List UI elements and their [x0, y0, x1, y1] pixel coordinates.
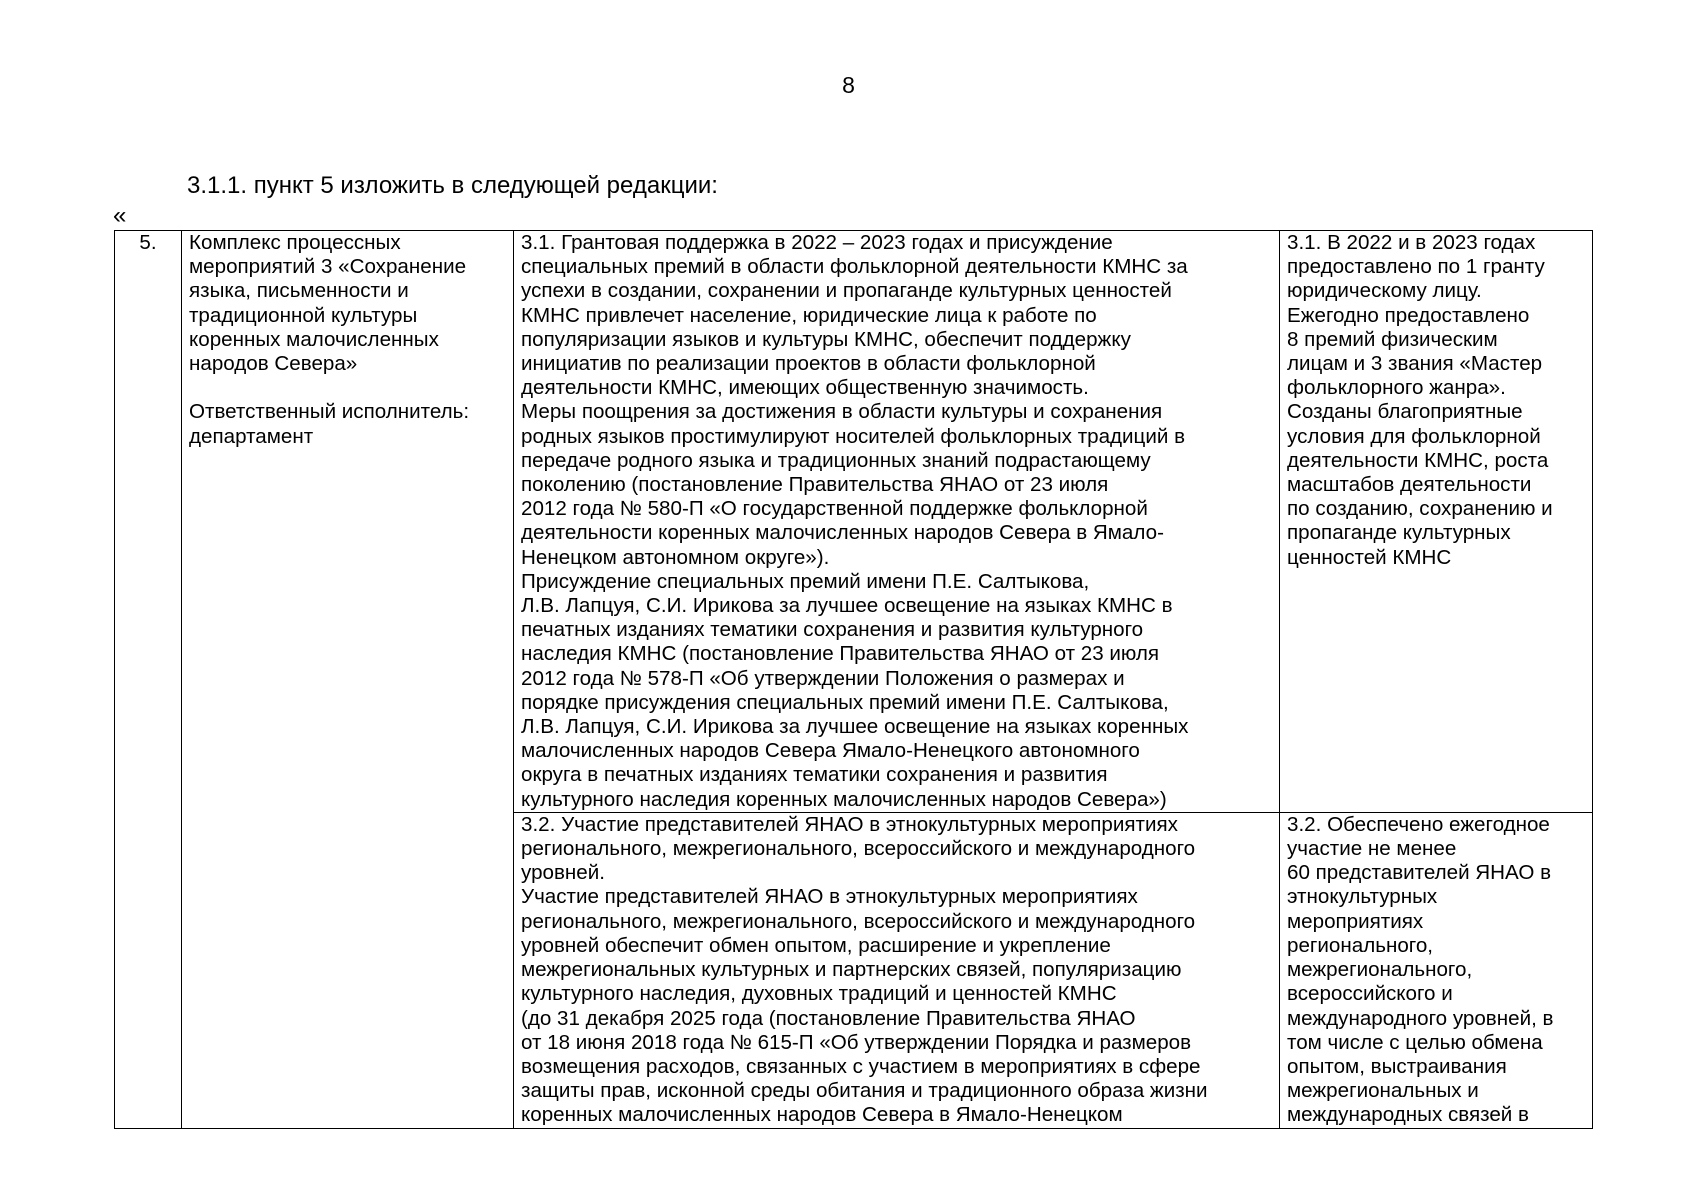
text-line: международных связей в [1287, 1103, 1529, 1127]
text-line: Меры поощрения за достижения в области культуры и сохранения [521, 400, 1163, 424]
text-line: Л.В. Лапцуя, С.И. Ирикова за лучшее освещение на языках коренных [521, 715, 1189, 739]
text-line: деятельности КМНС, имеющих общественную значимость. [521, 376, 1089, 400]
text-line: уровней. [521, 861, 605, 885]
text-line: печатных изданиях тематики сохранения и развития культурного [521, 618, 1144, 642]
text-line: по созданию, сохранению и [1287, 497, 1553, 521]
row-number: 5. [139, 231, 157, 254]
text-line: Созданы благоприятные [1287, 400, 1523, 424]
text-line: масштабов деятельности [1287, 473, 1532, 497]
text-line: культурного наследия, духовных традиций и ценностей КМНС [521, 982, 1117, 1006]
text-line: Присуждение специальных премий имени П.Е. Салтыкова, [521, 569, 1090, 593]
text-line: международного уровней, в [1287, 1006, 1554, 1030]
text-line: ценностей КМНС [1287, 545, 1452, 569]
text-line: всероссийского и [1287, 982, 1453, 1006]
text-line: Ненецком автономном округе»). [521, 545, 830, 569]
text-line: 3.2. Участие представителей ЯНАО в этнокультурных мероприятиях [521, 812, 1178, 836]
text-line: инициатив по реализации проектов в области фольклорной [521, 352, 1096, 376]
text-line: регионального, [1287, 933, 1434, 957]
text-line: от 18 июня 2018 года № 615-П «Об утверждении Порядка и размеров [521, 1030, 1192, 1054]
text-line: возмещения расходов, связанных с участием в мероприятиях в сфере [521, 1054, 1201, 1078]
text-line: Участие представителей ЯНАО в этнокультурных мероприятиях [521, 885, 1138, 909]
text-line: малочисленных народов Севера Ямало-Ненецкого автономного [521, 739, 1140, 763]
task-3-2-result-cell [1280, 812, 1593, 1128]
row-number-cell [115, 231, 182, 1129]
complex-title [189, 231, 506, 376]
text-line: поколению (постановление Правительства ЯНАО от 23 июля [521, 473, 1109, 497]
text-line: юридическому лицу. [1287, 279, 1482, 303]
text-line: 3.1. В 2022 и в 2023 годах [1287, 231, 1536, 254]
measures-table [114, 230, 1593, 1129]
text-line: наследия КМНС (постановление Правительства ЯНАО от 23 июля [521, 642, 1160, 666]
text-line: популяризации языков и культуры КМНС, обеспечит поддержку [521, 327, 1131, 351]
text-line: этнокультурных [1287, 885, 1438, 909]
text-line: культурного наследия коренных малочисленных народов Севера») [521, 787, 1167, 811]
text-line: деятельности коренных малочисленных народов Севера в Ямало- [521, 521, 1164, 545]
text-line: мероприятий 3 «Сохранение [189, 255, 467, 279]
task-3-2-description [521, 813, 1272, 1128]
text-line: 8 премий физическим [1287, 327, 1498, 351]
text-line: мероприятиях [1287, 909, 1424, 933]
complex-cell [182, 231, 514, 1129]
intro-text: 3.1.1. пункт 5 изложить в следующей редакции: [187, 172, 718, 199]
text-line: КМНС привлечет население, юридические лица к работе по [521, 303, 1097, 327]
text-line: защиты прав, исконной среды обитания и традиционного образа жизни [521, 1079, 1208, 1103]
text-line: лицам и 3 звания «Мастер [1287, 352, 1543, 376]
text-line: департамент [189, 424, 314, 448]
text-line: 2012 года № 578-П «Об утверждении Положения о размерах и [521, 666, 1125, 690]
text-line: межрегионального, [1287, 958, 1473, 982]
task-3-1-description [521, 231, 1272, 812]
text-line: коренных малочисленных народов Севера в Ямало-Ненецком [521, 1103, 1123, 1127]
text-line: Л.В. Лапцуя, С.И. Ирикова за лучшее освещение на языках КМНС в [521, 594, 1173, 618]
opening-quote: « [113, 202, 127, 229]
text-line: народов Севера» [189, 352, 358, 376]
text-line: порядке присуждения специальных премий имени П.Е. Салтыкова, [521, 690, 1169, 714]
text-line: регионального, межрегионального, всероссийского и международного [521, 909, 1196, 933]
text-line: регионального, межрегионального, всероссийского и международного [521, 837, 1196, 861]
text-line: 60 представителей ЯНАО в [1287, 861, 1552, 885]
text-line: специальных премий в области фольклорной деятельности КМНС за [521, 255, 1188, 279]
text-line: межрегиональных культурных и партнерских связей, популяризацию [521, 958, 1182, 982]
text-line: Ежегодно предоставлено [1287, 303, 1530, 327]
task-3-1-description-cell [514, 231, 1280, 813]
task-3-2-description-cell [514, 812, 1280, 1128]
text-line: округа в печатных изданиях тематики сохранения и развития [521, 763, 1108, 787]
text-line: предоставлено по 1 гранту [1287, 255, 1545, 279]
text-line: родных языков простимулируют носителей фольклорных традиций в [521, 424, 1186, 448]
text-line: языка, письменности и [189, 279, 409, 303]
text-line: пропаганде культурных [1287, 521, 1511, 545]
text-line: деятельности КМНС, роста [1287, 448, 1549, 472]
text-line: опытом, выстраивания [1287, 1054, 1507, 1078]
text-line: уровней обеспечит обмен опытом, расширение и укрепление [521, 933, 1111, 957]
text-line: межрегиональных и [1287, 1079, 1479, 1103]
text-line: 3.1. Грантовая поддержка в 2022 – 2023 годах и присуждение [521, 231, 1113, 254]
text-line: коренных малочисленных [189, 327, 439, 351]
text-line: участие не менее [1287, 837, 1457, 861]
text-line: успехи в создании, сохранении и пропаганде культурных ценностей [521, 279, 1172, 303]
text-line: (до 31 декабря 2025 года (постановление Правительства ЯНАО [521, 1006, 1136, 1030]
task-3-1-result-cell [1280, 231, 1593, 813]
text-line: 2012 года № 580-П «О государственной поддержке фольклорной [521, 497, 1148, 521]
text-line: 3.2. Обеспечено ежегодное [1287, 812, 1550, 836]
text-line: Ответственный исполнитель: [189, 400, 470, 424]
task-3-2-result [1287, 813, 1585, 1128]
text-line: том числе с целью обмена [1287, 1030, 1543, 1054]
page-number: 8 [842, 72, 855, 98]
table-row [115, 231, 1593, 813]
text-line: традиционной культуры [189, 303, 418, 327]
text-line: условия для фольклорной [1287, 424, 1541, 448]
task-3-1-result [1287, 231, 1585, 570]
text-line: передаче родного языка и традиционных знаний подрастающему [521, 448, 1151, 472]
spacer [189, 376, 506, 400]
responsible-executor [189, 400, 506, 448]
text-line: Комплекс процессных [189, 231, 401, 254]
text-line: фольклорного жанра». [1287, 376, 1506, 400]
